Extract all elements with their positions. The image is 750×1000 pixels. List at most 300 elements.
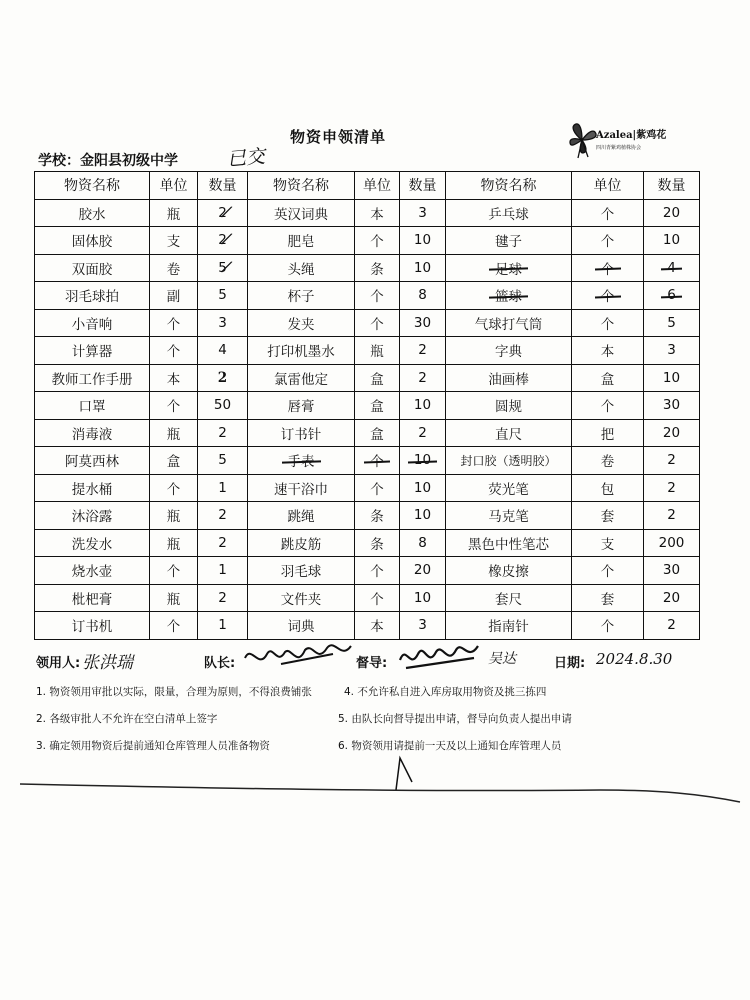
item-name: 订书机 (71, 619, 113, 636)
item-name: 洗发水 (71, 536, 113, 553)
table-cell (35, 557, 150, 585)
table-cell (355, 612, 400, 640)
item-name: 沐浴露 (71, 509, 113, 526)
table-row (35, 227, 700, 255)
item-unit: 瓶 (166, 509, 181, 526)
table-row (35, 392, 700, 420)
item-name: 直尺 (495, 426, 522, 443)
column-header: 物资名称 (446, 172, 572, 200)
table-cell (355, 474, 400, 502)
item-quantity: 10 (413, 452, 432, 469)
rule-3: 3. 确定领用物资后提前通知仓库管理人员准备物资 (36, 740, 270, 752)
rule-1: 1. 物资领用审批以实际，限量，合理为原则，不得浪费铺张 (36, 686, 312, 698)
table-cell (198, 199, 248, 227)
table-cell (198, 502, 248, 530)
table-cell (35, 419, 150, 447)
item-unit: 盒 (370, 371, 384, 388)
item-name: 足球 (495, 258, 522, 278)
table-cell (355, 502, 400, 530)
item-unit: 瓶 (370, 344, 384, 361)
item-quantity: 2 (218, 204, 227, 221)
bottom-fold-line (0, 780, 750, 810)
item-name: 篮球 (495, 285, 522, 305)
table-cell (446, 364, 572, 392)
column-header: 数量 (400, 172, 446, 200)
table-cell (35, 254, 150, 282)
table-cell (644, 474, 700, 502)
table-cell (198, 364, 248, 392)
item-unit: 瓶 (166, 536, 181, 553)
table-cell (355, 557, 400, 585)
table-cell (572, 612, 644, 640)
item-unit: 个 (166, 619, 181, 636)
item-name: 口罩 (78, 399, 106, 416)
table-cell (644, 309, 700, 337)
table-cell (248, 254, 355, 282)
table-cell (150, 309, 198, 337)
table-cell (248, 419, 355, 447)
table-cell (355, 447, 400, 475)
item-name: 乒乓球 (488, 206, 529, 223)
table-cell (35, 282, 150, 310)
table-cell (644, 227, 700, 255)
item-unit: 个 (166, 344, 181, 361)
table-cell (644, 199, 700, 227)
table-cell (572, 364, 644, 392)
table-row (35, 557, 700, 585)
item-unit: 个 (370, 234, 384, 251)
captain-label: 队长: (204, 656, 236, 671)
table-cell (198, 309, 248, 337)
item-quantity: 30 (413, 314, 432, 331)
item-name: 黑色中性笔芯 (468, 536, 549, 553)
item-name: 双面胶 (71, 261, 113, 278)
table-cell (446, 612, 572, 640)
item-unit: 盒 (370, 399, 384, 416)
table-cell (150, 199, 198, 227)
table-cell (355, 199, 400, 227)
table-cell (400, 199, 446, 227)
table-cell (35, 364, 150, 392)
item-quantity: 10 (413, 507, 432, 524)
table-row (35, 474, 700, 502)
table-cell (572, 529, 644, 557)
item-unit: 套 (600, 591, 615, 608)
table-cell (198, 419, 248, 447)
date-label: 日期: (554, 656, 586, 671)
table-cell (35, 474, 150, 502)
table-cell (644, 502, 700, 530)
table-cell (400, 584, 446, 612)
table-cell (446, 392, 572, 420)
item-quantity: 1 (218, 617, 227, 634)
item-name: 头绳 (287, 261, 315, 278)
item-name: 教师工作手册 (51, 371, 133, 388)
item-quantity: 2 (667, 452, 676, 469)
item-name: 跳皮筋 (280, 536, 322, 553)
table-cell (35, 337, 150, 365)
table-cell (644, 419, 700, 447)
table-cell (150, 557, 198, 585)
item-quantity: 5 (218, 259, 227, 276)
item-name: 羽毛球 (280, 564, 322, 581)
rule-4: 4. 不允许私自进入库房取用物资及挑三拣四 (344, 686, 547, 698)
table-cell (248, 199, 355, 227)
table-cell (400, 447, 446, 475)
item-quantity: 2 (218, 507, 227, 524)
table-cell (35, 447, 150, 475)
supply-table (34, 171, 700, 640)
item-quantity: 2 (218, 232, 227, 249)
item-quantity: 2 (217, 369, 228, 386)
table-cell (150, 502, 198, 530)
table-cell (572, 254, 644, 282)
item-quantity: 2 (218, 589, 227, 606)
table-cell (198, 447, 248, 475)
item-name: 油画棒 (488, 371, 529, 388)
table-cell (355, 419, 400, 447)
item-quantity: 2 (418, 424, 427, 441)
item-quantity: 200 (658, 534, 685, 551)
flower-logo-icon (566, 120, 598, 160)
table-cell (446, 474, 572, 502)
table-body (35, 199, 700, 639)
item-unit: 个 (166, 399, 181, 416)
table-cell (198, 557, 248, 585)
table-cell (572, 392, 644, 420)
table-cell (644, 584, 700, 612)
item-unit: 本 (370, 206, 384, 223)
item-quantity: 3 (667, 342, 676, 359)
table-cell (572, 282, 644, 310)
column-header: 单位 (355, 172, 400, 200)
table-row (35, 447, 700, 475)
item-quantity: 10 (413, 397, 432, 414)
item-name: 打印机墨水 (267, 344, 335, 361)
table-cell (400, 364, 446, 392)
supervisor-label: 督导: (356, 656, 388, 671)
item-quantity: 10 (413, 479, 432, 496)
logo-subtitle: 四川青紫鸡植株协会 (596, 145, 642, 151)
item-quantity: 10 (413, 589, 432, 606)
item-name: 枇杷膏 (71, 591, 113, 608)
item-quantity: 2 (218, 534, 227, 551)
item-quantity: 2 (667, 507, 676, 524)
table-cell (198, 227, 248, 255)
table-cell (150, 612, 198, 640)
table-cell (644, 447, 700, 475)
table-cell (248, 474, 355, 502)
signature-row (36, 648, 716, 676)
table-cell (150, 227, 198, 255)
table-row (35, 584, 700, 612)
item-name: 毽子 (495, 234, 522, 251)
table-row (35, 309, 700, 337)
item-unit: 瓶 (166, 206, 181, 223)
table-cell (446, 309, 572, 337)
item-unit: 本 (600, 344, 615, 361)
column-header: 物资名称 (248, 172, 355, 200)
item-unit: 个 (600, 399, 615, 416)
supervisor-extra-signature: 吴达 (488, 651, 516, 667)
table-cell (644, 337, 700, 365)
table-row (35, 419, 700, 447)
item-unit: 个 (370, 564, 384, 581)
table-cell (198, 282, 248, 310)
item-name: 唇膏 (287, 399, 315, 416)
table-cell (446, 337, 572, 365)
item-unit: 个 (166, 316, 181, 333)
item-unit: 支 (600, 536, 615, 553)
table-cell (572, 502, 644, 530)
item-name: 指南针 (488, 619, 529, 636)
item-unit: 个 (600, 234, 615, 251)
table-cell (198, 612, 248, 640)
item-name: 阿莫西林 (65, 454, 119, 471)
rule-6: 6. 物资领用请提前一天及以上通知仓库管理人员 (338, 740, 562, 752)
table-cell (400, 419, 446, 447)
item-quantity: 8 (418, 287, 427, 304)
table-cell (35, 199, 150, 227)
item-unit: 个 (600, 564, 615, 581)
item-quantity: 6 (667, 287, 676, 304)
table-cell (400, 529, 446, 557)
table-header-row (35, 172, 700, 200)
item-name: 烧水壶 (71, 564, 113, 581)
table-cell (572, 337, 644, 365)
table-cell (446, 282, 572, 310)
table-cell (35, 529, 150, 557)
item-name: 订书针 (280, 426, 322, 443)
item-quantity: 10 (413, 259, 432, 276)
item-name: 橡皮擦 (488, 564, 529, 581)
item-name: 封口胶（透明胶） (460, 453, 557, 468)
table-cell (355, 282, 400, 310)
table-cell (355, 392, 400, 420)
table-cell (35, 612, 150, 640)
table-cell (355, 529, 400, 557)
table-cell (572, 199, 644, 227)
item-unit: 个 (600, 206, 615, 223)
table-cell (248, 557, 355, 585)
item-name: 肥皂 (287, 234, 315, 251)
table-cell (248, 612, 355, 640)
table-cell (355, 227, 400, 255)
table-cell (35, 227, 150, 255)
table-cell (355, 309, 400, 337)
item-unit: 个 (370, 481, 384, 498)
table-cell (150, 474, 198, 502)
rule-2: 2. 各级审批人不允许在空白清单上签字 (36, 713, 218, 725)
item-unit: 支 (166, 234, 181, 251)
table-cell (35, 584, 150, 612)
item-unit: 盒 (370, 426, 384, 443)
table-cell (355, 364, 400, 392)
table-row (35, 502, 700, 530)
table-cell (35, 502, 150, 530)
table-cell (150, 392, 198, 420)
table-cell (355, 254, 400, 282)
table-cell (446, 557, 572, 585)
item-unit: 个 (370, 450, 384, 470)
logo (566, 120, 676, 160)
item-name: 固体胶 (71, 234, 113, 251)
item-name: 字典 (495, 344, 522, 361)
table-row (35, 529, 700, 557)
table-cell (150, 529, 198, 557)
item-unit: 个 (166, 564, 181, 581)
item-name: 胶水 (78, 206, 106, 223)
table-cell (35, 392, 150, 420)
item-quantity: 10 (413, 232, 432, 249)
item-name: 圆规 (495, 399, 522, 416)
table-cell (150, 254, 198, 282)
item-unit: 条 (370, 509, 384, 526)
item-quantity: 20 (662, 589, 681, 606)
recipient-label: 领用人: (36, 656, 81, 671)
item-name: 英汉词典 (274, 206, 328, 223)
table-cell (446, 584, 572, 612)
logo-brand: Azalea|紫鸡花 (596, 130, 667, 141)
item-unit: 个 (166, 481, 181, 498)
item-unit: 套 (600, 509, 615, 526)
table-cell (400, 282, 446, 310)
table-cell (198, 254, 248, 282)
table-cell (644, 364, 700, 392)
table-cell (150, 282, 198, 310)
item-unit: 包 (600, 481, 615, 498)
table-cell (446, 447, 572, 475)
item-name: 速干浴巾 (274, 481, 328, 498)
item-quantity: 5 (218, 287, 227, 304)
table-cell (35, 309, 150, 337)
item-unit: 个 (370, 591, 384, 608)
item-quantity: 5 (667, 314, 676, 331)
item-quantity: 3 (418, 204, 427, 221)
table-cell (400, 254, 446, 282)
item-name: 羽毛球拍 (65, 289, 119, 306)
table-cell (248, 447, 355, 475)
item-quantity: 20 (662, 204, 681, 221)
item-name: 跳绳 (287, 509, 315, 526)
table-cell (248, 584, 355, 612)
item-unit: 瓶 (166, 591, 181, 608)
table-cell (150, 419, 198, 447)
item-unit: 卷 (166, 261, 181, 278)
rule-5: 5. 由队长向督导提出申请，督导向负责人提出申请 (338, 713, 572, 725)
table-row (35, 364, 700, 392)
item-name: 提水桶 (71, 481, 113, 498)
table-cell (248, 309, 355, 337)
recipient-signature: 张洪瑞 (82, 653, 133, 673)
table-cell (198, 337, 248, 365)
item-name: 发夹 (287, 316, 315, 333)
item-unit: 把 (600, 426, 615, 443)
table-cell (248, 529, 355, 557)
table-cell (572, 419, 644, 447)
item-name: 套尺 (495, 591, 522, 608)
item-quantity: 1 (218, 562, 227, 579)
school-label: 学校：金阳县初级中学 (38, 153, 178, 169)
school-handwritten-note: 已交 (226, 145, 267, 171)
table-cell (572, 447, 644, 475)
table-cell (150, 447, 198, 475)
table-cell (198, 584, 248, 612)
table-cell (572, 557, 644, 585)
item-unit: 个 (600, 619, 615, 636)
item-quantity: 2 (667, 479, 676, 496)
item-name: 计算器 (71, 344, 113, 361)
item-quantity: 10 (662, 369, 681, 386)
item-unit: 个 (601, 285, 615, 305)
column-header: 物资名称 (35, 172, 150, 200)
item-unit: 个 (601, 258, 615, 278)
page-title: 物资申领清单 (290, 128, 387, 146)
table-cell (400, 557, 446, 585)
table-cell (248, 364, 355, 392)
table-row (35, 612, 700, 640)
item-name: 氯雷他定 (274, 371, 328, 388)
table-cell (248, 392, 355, 420)
table-cell (644, 557, 700, 585)
table-cell (644, 612, 700, 640)
item-quantity: 4 (667, 259, 676, 276)
table-row (35, 199, 700, 227)
item-unit: 本 (166, 371, 181, 388)
table-cell (644, 392, 700, 420)
item-quantity: 50 (213, 397, 232, 414)
table-cell (400, 227, 446, 255)
item-name: 杯子 (287, 289, 315, 306)
table-cell (644, 254, 700, 282)
item-quantity: 5 (218, 452, 227, 469)
item-quantity: 4 (218, 342, 227, 359)
table-cell (355, 584, 400, 612)
table-cell (572, 584, 644, 612)
item-unit: 个 (370, 316, 384, 333)
item-unit: 条 (370, 536, 384, 553)
item-unit: 瓶 (166, 426, 181, 443)
column-header: 单位 (150, 172, 198, 200)
table-cell (248, 337, 355, 365)
table-cell (446, 529, 572, 557)
table-cell (400, 502, 446, 530)
table-cell (446, 419, 572, 447)
table-row (35, 282, 700, 310)
item-quantity: 20 (662, 424, 681, 441)
item-quantity: 30 (662, 397, 681, 414)
date-value: 2024.8.30 (596, 650, 673, 668)
item-unit: 个 (370, 289, 384, 306)
item-name: 荧光笔 (488, 481, 529, 498)
column-header: 数量 (644, 172, 700, 200)
table-cell (400, 474, 446, 502)
item-quantity: 8 (418, 534, 427, 551)
table-cell (248, 282, 355, 310)
item-unit: 卷 (600, 454, 615, 471)
table-cell (572, 227, 644, 255)
table-cell (400, 612, 446, 640)
table-cell (446, 227, 572, 255)
captain-signature-scribble (241, 640, 361, 676)
item-unit: 副 (166, 289, 181, 306)
item-unit: 本 (370, 619, 384, 636)
table-cell (446, 199, 572, 227)
table-cell (446, 254, 572, 282)
table-cell (572, 474, 644, 502)
table-cell (248, 502, 355, 530)
table-cell (400, 309, 446, 337)
